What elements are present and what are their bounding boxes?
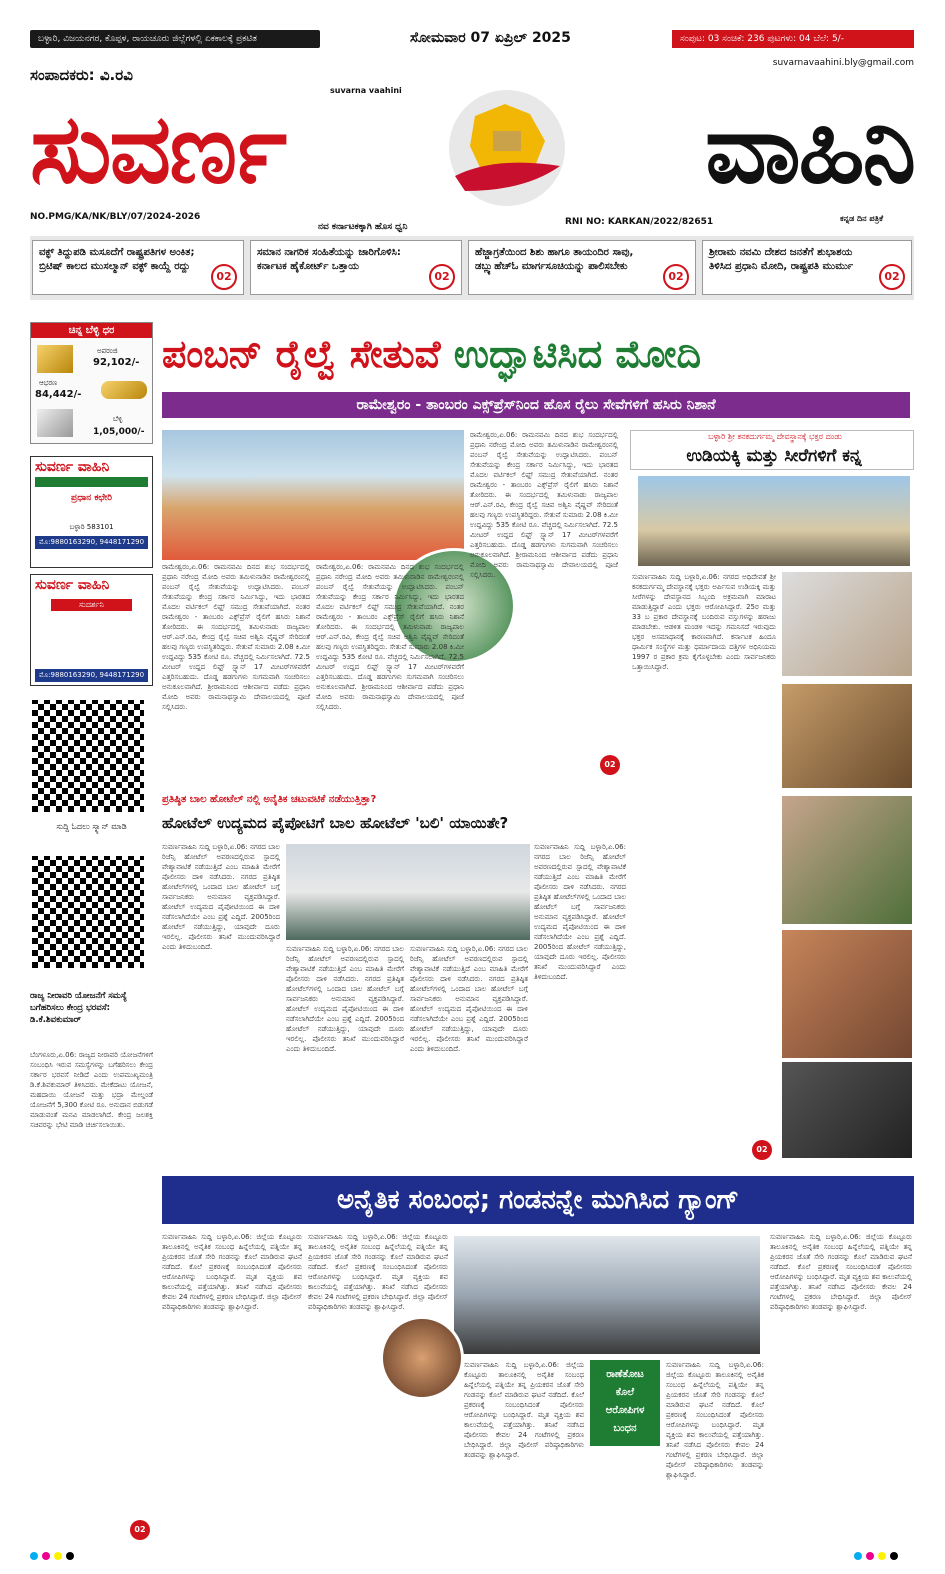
masthead-title-right: ವಾಹಿನಿ [705, 92, 914, 205]
editor-line: ಸಂಪಾದಕರು: ವಿ.ರವಿ [30, 66, 133, 84]
magenta-dot-icon [866, 1552, 874, 1560]
lead-headline-part-b: ಉದ್ಘಾಟಿಸಿದ ಮೋದಿ [453, 332, 701, 376]
gold-value-2: 84,442/- [35, 389, 82, 400]
lead-body-col2: ರಾಮೇಶ್ವರಂ,ಏ.06: ರಾಮನವಮಿ ದಿನದ ಶುಭ ಸಂದರ್ಭದಲ್ಲಿ ಪ್ರಧಾನಿ ನರೇಂದ್ರ ಮೋದಿ ಅವರು ತಮಿಳುನಾಡಿನ ರಾಮೇಶ್ವರಂನಲ್ಲಿ ಪಂಬನ್ ರೈಲ್ವೆ ಸೇತುವೆಯನ್ನು ಉದ್ಘಾಟಿಸಿದರು. ಪಂಬನ್ ಸೇತುವೆಯನ್ನು ಕೇಂದ್ರ ಸರ್ಕಾರ ನಿರ್ಮಿಸಿದ್ದು, ಇದು ಭಾರತದ ಮೊದಲ ವರ್ಟಿಕಲ್ ಲಿಫ್ಟ್ ಸಮುದ್ರ ಸೇತುವೆಯಾಗಿದೆ. ನಂತರ ರಾಮೇಶ್ವರಂ - ತಾಂಬರಂ ಎಕ್ಸ್‌ಪ್ರೆಸ್ ರೈಲಿಗೆ ಹಸಿರು ನಿಶಾನೆ ತೋರಿದರು. ಈ ಸಂದರ್ಭದಲ್ಲಿ ತಮಿಳುನಾಡು ರಾಜ್ಯಪಾಲ ಆರ್.ಎನ್.ರವಿ, ಕೇಂದ್ರ ರೈಲ್ವೆ ಸಚಿವ ಅಶ್ವಿನಿ ವೈಷ್ಣವ್ ಸೇರಿದಂತೆ ಹಲವು ಗಣ್ಯರು ಉಪಸ್ಥಿತರಿದ್ದರು. ಸೇತುವೆ ಸುಮಾರು 2.08 ಕಿ.ಮೀ ಉದ್ದವಿದ್ದು 535 ಕೋಟಿ ರೂ. ವೆಚ್ಚದಲ್ಲಿ ನಿರ್ಮಿಸಲಾಗಿದೆ. 72.5 ಮೀಟರ್ ಉದ್ದದ ಲಿಫ್ಟ್ ಸ್ಪ್ಯಾನ್ 17 ಮೀಟರ್‌ಗಳವರೆಗೆ ಎತ್ತರಿಸಬಹುದು. ದೊಡ್ಡ ಹಡಗುಗಳು ಸುಗಮವಾಗಿ ಸಂಚರಿಸಲು ಅನುಕೂಲವಾಗಿದೆ. ಶ್ರೀರಾಮನಿಂದ ಆಶೀರ್ವಾದ ಪಡೆದು ಪ್ರಧಾನಿ ಮೋದಿ ಅವರು ರಾಮನಾಥಸ್ವಾಮಿ ದೇವಾಲಯದಲ್ಲಿ ಪೂಜೆ ಸಲ್ಲಿಸಿದರು. [316, 563, 464, 711]
temple-kicker: ಬಳ್ಳಾರಿ ಶ್ರೀ ಕನಕದುರ್ಗಮ್ಮ ದೇವಸ್ಥಾನಕ್ಕೆ ಭಕ್ತರ ದಂಡು [708, 432, 842, 441]
temple-headline[interactable]: ಉಡಿಯಕ್ಕಿ ಮತ್ತು ಸೀರೆಗಳಿಗೆ ಕನ್ನ [686, 446, 862, 466]
hotel-headline[interactable]: ಹೋಟೆಲ್ ಉದ್ಯಮದ ಪೈಪೋಟಿಗೆ ಬಾಲ ಹೋಟೆಲ್ 'ಬಲಿ' ಯಾಯಿತೇ? [162, 814, 509, 832]
lead-headline[interactable] [162, 323, 914, 385]
teaser-1-page: 02 [211, 264, 237, 290]
masthead-title-left: ಸುವರ್ಣ [30, 92, 285, 205]
qr-code-1-icon[interactable] [32, 700, 144, 812]
teaser-4-text: ಶ್ರೀರಾಮ ನವಮಿ ದೇಶದ ಜನತೆಗೆ ಶುಭಾಶಯ ತಿಳಿಸಿದ ಪ್ರಧಾನಿ ಮೋದಿ, ರಾಷ್ಟ್ರಪತಿ ಮುರ್ಮು [709, 247, 854, 272]
ad-2-body [31, 615, 152, 665]
tagline: ನವ ಕರ್ನಾಟಕಕ್ಕಾಗಿ ಹೊಸ ಧ್ವನಿ [318, 222, 408, 232]
registration-marks-left [30, 1552, 90, 1560]
hotel-kicker: ಪ್ರತಿಷ್ಠಿತ ಬಾಲ ಹೋಟೆಲ್ ನಲ್ಲಿ ಅನೈತಿಕ ಚಟುವಟಿಕೆ ನಡೆಯುತ್ತಿತ್ತಾ? [162, 794, 377, 805]
ad-1-brand: ಸುವರ್ಣ ವಾಹಿನಿ [35, 459, 110, 475]
black-dot-icon [66, 1552, 74, 1560]
hotel-body-col1: ಸುವರ್ಣವಾಹಿನಿ ಸುದ್ದಿ ಬಳ್ಳಾರಿ,ಏ.06: ನಗರದ ಬಾಲ ರಿಜೆನ್ಸಿ ಹೋಟೆಲ್ ಅವರಣದಲ್ಲಿರುವ ಸ್ಪಾದಲ್ಲಿ ವೇಶ್ಯಾವಾಟಿಕೆ ನಡೆಯುತ್ತಿದೆ ಎಂಬ ಮಾಹಿತಿ ಮೇರೆಗೆ ಪೊಲೀಸರು ದಾಳಿ ನಡೆಸಿದರು. ನಗರದ ಪ್ರತಿಷ್ಠಿತ ಹೋಟೆಲ್‌ಗಳಲ್ಲಿ ಒಂದಾದ ಬಾಲ ಹೋಟೆಲ್ ಬಗ್ಗೆ ಸಾರ್ವಜನಿಕರು ಅನುಮಾನ ವ್ಯಕ್ತಪಡಿಸಿದ್ದಾರೆ. ಹೋಟೆಲ್ ಉದ್ಯಮದ ಪೈಪೋಟಿಯಿಂದ ಈ ದಾಳಿ ನಡೆಸಲಾಗಿದೆಯೇ ಎಂಬ ಪ್ರಶ್ನೆ ಎದ್ದಿದೆ. 2005ರಿಂದ ಹೋಟೆಲ್ ನಡೆಯುತ್ತಿದ್ದು, ಯಾವುದೇ ದೂರು ಇರಲಿಲ್ಲ. ಪೊಲೀಸರು ತನಿಖೆ ಮುಂದುವರಿಸಿದ್ದಾರೆ ಎಂದು ತಿಳಿದುಬಂದಿದೆ. [162, 843, 280, 951]
gold-label-3: ಬೆಳ್ಳಿ [113, 415, 123, 423]
gold-title: ಚಿನ್ನ ಬೆಳ್ಳಿ ಧರ [31, 323, 152, 338]
teaser-4-page: 02 [879, 264, 905, 290]
hotel-body-col2: ಸುವರ್ಣವಾಹಿನಿ ಸುದ್ದಿ ಬಳ್ಳಾರಿ,ಏ.06: ನಗರದ ಬಾಲ ರಿಜೆನ್ಸಿ ಹೋಟೆಲ್ ಅವರಣದಲ್ಲಿರುವ ಸ್ಪಾದಲ್ಲಿ ವೇಶ್ಯಾವಾಟಿಕೆ ನಡೆಯುತ್ತಿದೆ ಎಂಬ ಮಾಹಿತಿ ಮೇರೆಗೆ ಪೊಲೀಸರು ದಾಳಿ ನಡೆಸಿದರು. ನಗರದ ಪ್ರತಿಷ್ಠಿತ ಹೋಟೆಲ್‌ಗಳಲ್ಲಿ ಒಂದಾದ ಬಾಲ ಹೋಟೆಲ್ ಬಗ್ಗೆ ಸಾರ್ವಜನಿಕರು ಅನುಮಾನ ವ್ಯಕ್ತಪಡಿಸಿದ್ದಾರೆ. ಹೋಟೆಲ್ ಉದ್ಯಮದ ಪೈಪೋಟಿಯಿಂದ ಈ ದಾಳಿ ನಡೆಸಲಾಗಿದೆಯೇ ಎಂಬ ಪ್ರಶ್ನೆ ಎದ್ದಿದೆ. 2005ರಿಂದ ಹೋಟೆಲ್ ನಡೆಯುತ್ತಿದ್ದು, ಯಾವುದೇ ದೂರು ಇರಲಿಲ್ಲ. ಪೊಲೀಸರು ತನಿಖೆ ಮುಂದುವರಿಸಿದ್ದಾರೆ ಎಂದು ತಿಳಿದುಬಂದಿದೆ. [286, 945, 404, 1053]
magenta-dot-icon [42, 1552, 50, 1560]
water-headline[interactable]: ರಾಜ್ಯ ನೀರಾವರಿ ಯೋಜನೆಗೆ ಸಮಸ್ಯೆ ಬಗೆಹರಿಸಲು ಕೇಂದ್ರ ಭರವಸೆ: ಡಿ.ಕೆ.ಶಿವಕುಮಾರ್ [30, 991, 127, 1025]
issue-date: ಸೋಮವಾರ 07 ಏಪ್ರಿಲ್ 2025 [410, 30, 571, 46]
crime-headline[interactable]: ಅನೈತಿಕ ಸಂಬಂಧ; ಗಂಡನನ್ನೇ ಮುಗಿಸಿದ ಗ್ಯಾಂಗ್ [162, 1176, 914, 1224]
gold-label-1: ಅಪರಂಜಿ [97, 347, 118, 355]
ad-1-divider [35, 477, 148, 487]
lead-body-col3: ರಾಮೇಶ್ವರಂ,ಏ.06: ರಾಮನವಮಿ ದಿನದ ಶುಭ ಸಂದರ್ಭದಲ್ಲಿ ಪ್ರಧಾನಿ ನರೇಂದ್ರ ಮೋದಿ ಅವರು ತಮಿಳುನಾಡಿನ ರಾಮೇಶ್ವರಂನಲ್ಲಿ ಪಂಬನ್ ರೈಲ್ವೆ ಸೇತುವೆಯನ್ನು ಉದ್ಘಾಟಿಸಿದರು. ಪಂಬನ್ ಸೇತುವೆಯನ್ನು ಕೇಂದ್ರ ಸರ್ಕಾರ ನಿರ್ಮಿಸಿದ್ದು, ಇದು ಭಾರತದ ಮೊದಲ ವರ್ಟಿಕಲ್ ಲಿಫ್ಟ್ ಸಮುದ್ರ ಸೇತುವೆಯಾಗಿದೆ. ನಂತರ ರಾಮೇಶ್ವರಂ - ತಾಂಬರಂ ಎಕ್ಸ್‌ಪ್ರೆಸ್ ರೈಲಿಗೆ ಹಸಿರು ನಿಶಾನೆ ತೋರಿದರು. ಈ ಸಂದರ್ಭದಲ್ಲಿ ತಮಿಳುನಾಡು ರಾಜ್ಯಪಾಲ ಆರ್.ಎನ್.ರವಿ, ಕೇಂದ್ರ ರೈಲ್ವೆ ಸಚಿವ ಅಶ್ವಿನಿ ವೈಷ್ಣವ್ ಸೇರಿದಂತೆ ಹಲವು ಗಣ್ಯರು ಉಪಸ್ಥಿತರಿದ್ದರು. ಸೇತುವೆ ಸುಮಾರು 2.08 ಕಿ.ಮೀ ಉದ್ದವಿದ್ದು 535 ಕೋಟಿ ರೂ. ವೆಚ್ಚದಲ್ಲಿ ನಿರ್ಮಿಸಲಾಗಿದೆ. 72.5 ಮೀಟರ್ ಉದ್ದದ ಲಿಫ್ಟ್ ಸ್ಪ್ಯಾನ್ 17 ಮೀಟರ್‌ಗಳವರೆಗೆ ಎತ್ತರಿಸಬಹುದು. ದೊಡ್ಡ ಹಡಗುಗಳು ಸುಗಮವಾಗಿ ಸಂಚರಿಸಲು ಅನುಕೂಲವಾಗಿದೆ. ಶ್ರೀರಾಮನಿಂದ ಆಶೀರ್ವಾದ ಪಡೆದು ಪ್ರಧಾನಿ ಮೋದಿ ಅವರು ರಾಮನಾಥಸ್ವಾಮಿ ದೇವಾಲಯದಲ್ಲಿ ಪೂಜೆ ಸಲ್ಲಿಸಿದರು. [470, 431, 618, 579]
ad-1-phone: ಮೊ:9880163290, 9448171290 [35, 536, 148, 549]
gold-bar-icon [37, 345, 73, 373]
teaser-3-text: ಹೆಜ್ಜಾಗ್ರತೆಯಿಂದ ಶಿಶು ಹಾಗೂ ತಾಯಂದಿರ ಸಾವು, ಡಬ್ಲ್ಯುಹೆಚ್ಓ ಮಾರ್ಗಸೂಚಿಯನ್ನು ಪಾಲಿಸಬೇಕು [475, 247, 634, 272]
qr-code-2-icon[interactable] [32, 856, 144, 968]
cyan-dot-icon [30, 1552, 38, 1560]
crime-body-col3: ಸುವರ್ಣವಾಹಿನಿ ಸುದ್ದಿ ಬಳ್ಳಾರಿ,ಏ.06: ಜಿಲ್ಲೆಯ ಕೊಟ್ಟೂರು ತಾಲೂಕಿನಲ್ಲಿ ಅನೈತಿಕ ಸಂಬಂಧ ಹಿನ್ನೆಲೆಯಲ್ಲಿ ಪತ್ನಿಯೇ ತನ್ನ ಪ್ರಿಯಕರನ ಜೊತೆ ಸೇರಿ ಗಂಡನನ್ನು ಕೊಲೆ ಮಾಡಿರುವ ಘಟನೆ ನಡೆದಿದೆ. ಕೊಲೆ ಪ್ರಕರಣಕ್ಕೆ ಸಂಬಂಧಿಸಿದಂತೆ ಪೊಲೀಸರು ಆರೋಪಿಗಳನ್ನು ಬಂಧಿಸಿದ್ದಾರೆ. ಮೃತ ವ್ಯಕ್ತಿಯ ಶವ ಕಾಲುವೆಯಲ್ಲಿ ಪತ್ತೆಯಾಗಿತ್ತು. ತನಿಖೆ ನಡೆಸಿದ ಪೊಲೀಸರು ಕೇವಲ 24 ಗಂಟೆಗಳಲ್ಲಿ ಪ್ರಕರಣ ಬೇಧಿಸಿದ್ದಾರೆ. ಜಿಲ್ಲಾ ಪೊಲೀಸ್ ವರಿಷ್ಠಾಧಿಕಾರಿಗಳು ತಂಡವನ್ನು ಶ್ಲಾಘಿಸಿದ್ದಾರೆ. [464, 1361, 584, 1459]
masthead [30, 86, 914, 211]
ad-1-line2: ಬಳ್ಳಾರಿ 583101 [69, 523, 114, 531]
lead-headline-part-a: ಪಂಬನ್ ರೈಲ್ವೆ ಸೇತುವೆ [162, 332, 441, 376]
cyan-dot-icon [854, 1552, 862, 1560]
temple-body: ಸುವರ್ಣವಾಹಿನಿ ಸುದ್ದಿ ಬಳ್ಳಾರಿ,ಏ.06: ನಗರದ ಅಧಿದೇವತೆ ಶ್ರೀ ಕನಕದುರ್ಗಮ್ಮ ದೇವಸ್ಥಾನಕ್ಕೆ ಭಕ್ತರು ಅರ್ಪಿಸುವ ಉಡಿಯಕ್ಕಿ ಮತ್ತು ಸೀರೆಗಳನ್ನು ದೇವಸ್ಥಾನದ ಸಿಬ್ಬಂದಿ ಅಕ್ರಮವಾಗಿ ಮಾರಾಟ ಮಾಡುತ್ತಿದ್ದಾರೆ ಎಂದು ಭಕ್ತರು ಆರೋಪಿಸಿದ್ದಾರೆ. 25ರ ಮತ್ತು 33 ಬ ಪ್ರಕಾರ ದೇವಸ್ಥಾನಕ್ಕೆ ಬಂದಿರುವ ವಸ್ತುಗಳನ್ನು ಹರಾಜು ಮಾಡಬೇಕು. ಆಡಳಿತ ಮಂಡಳಿ ಇದನ್ನು ಗಮನಿಸದೆ ಇರುವುದು ಭಕ್ತರ ಅಸಮಾಧಾನಕ್ಕೆ ಕಾರಣವಾಗಿದೆ. ಕರ್ನಾಟಕ ಹಿಂದೂ ಧಾರ್ಮಿಕ ಸಂಸ್ಥೆಗಳ ಮತ್ತು ಧರ್ಮಾದಾಯ ದತ್ತಿಗಳ ಅಧಿನಿಯಮ 1997 ರ ಪ್ರಕಾರ ಕ್ರಮ ಕೈಗೊಳ್ಳಬೇಕು ಎಂದು ಸಾರ್ವಜನಿಕರು ಒತ್ತಾಯಿಸಿದ್ದಾರೆ. [632, 573, 776, 671]
teaser-2[interactable] [250, 240, 462, 295]
teaser-3[interactable] [468, 240, 696, 295]
black-dot-icon [890, 1552, 898, 1560]
ad-2-phone: ಮೊ:9880163290, 9448171290 [35, 669, 148, 682]
ad-1-line1: ಪ್ರಧಾನ ಕಛೇರಿ [71, 493, 112, 503]
crime-caption-2: ಕೊಲೆ [615, 1387, 635, 1398]
region-text: ಬಳ್ಳಾರಿ, ವಿಜಯನಗರ, ಕೊಪ್ಪಳ, ರಾಯಚೂರು ಜಿಲ್ಲೆಗಳಲ್ಲಿ ಏಕಕಾಲಕ್ಕೆ ಪ್ರಕಟಿತ [38, 34, 257, 44]
ad-box-2[interactable] [30, 574, 153, 686]
temple-photo-bags [782, 572, 912, 676]
crime-caption-box [590, 1360, 660, 1446]
hotel-photo [286, 844, 530, 940]
karnataka-emblem-icon [435, 86, 580, 211]
yellow-dot-icon [54, 1552, 62, 1560]
gold-ornament-icon [101, 381, 147, 399]
hotel-body-col3: ಸುವರ್ಣವಾಹಿನಿ ಸುದ್ದಿ ಬಳ್ಳಾರಿ,ಏ.06: ನಗರದ ಬಾಲ ರಿಜೆನ್ಸಿ ಹೋಟೆಲ್ ಅವರಣದಲ್ಲಿರುವ ಸ್ಪಾದಲ್ಲಿ ವೇಶ್ಯಾವಾಟಿಕೆ ನಡೆಯುತ್ತಿದೆ ಎಂಬ ಮಾಹಿತಿ ಮೇರೆಗೆ ಪೊಲೀಸರು ದಾಳಿ ನಡೆಸಿದರು. ನಗರದ ಪ್ರತಿಷ್ಠಿತ ಹೋಟೆಲ್‌ಗಳಲ್ಲಿ ಒಂದಾದ ಬಾಲ ಹೋಟೆಲ್ ಬಗ್ಗೆ ಸಾರ್ವಜನಿಕರು ಅನುಮಾನ ವ್ಯಕ್ತಪಡಿಸಿದ್ದಾರೆ. ಹೋಟೆಲ್ ಉದ್ಯಮದ ಪೈಪೋಟಿಯಿಂದ ಈ ದಾಳಿ ನಡೆಸಲಾಗಿದೆಯೇ ಎಂಬ ಪ್ರಶ್ನೆ ಎದ್ದಿದೆ. 2005ರಿಂದ ಹೋಟೆಲ್ ನಡೆಯುತ್ತಿದ್ದು, ಯಾವುದೇ ದೂರು ಇರಲಿಲ್ಲ. ಪೊಲೀಸರು ತನಿಖೆ ಮುಂದುವರಿಸಿದ್ದಾರೆ ಎಂದು ತಿಳಿದುಬಂದಿದೆ. [410, 945, 528, 1053]
ad-box-1[interactable] [30, 456, 153, 568]
gold-price-box [30, 322, 153, 444]
crime-body-col5: ಸುವರ್ಣವಾಹಿನಿ ಸುದ್ದಿ ಬಳ್ಳಾರಿ,ಏ.06: ಜಿಲ್ಲೆಯ ಕೊಟ್ಟೂರು ತಾಲೂಕಿನಲ್ಲಿ ಅನೈತಿಕ ಸಂಬಂಧ ಹಿನ್ನೆಲೆಯಲ್ಲಿ ಪತ್ನಿಯೇ ತನ್ನ ಪ್ರಿಯಕರನ ಜೊತೆ ಸೇರಿ ಗಂಡನನ್ನು ಕೊಲೆ ಮಾಡಿರುವ ಘಟನೆ ನಡೆದಿದೆ. ಕೊಲೆ ಪ್ರಕರಣಕ್ಕೆ ಸಂಬಂಧಿಸಿದಂತೆ ಪೊಲೀಸರು ಆರೋಪಿಗಳನ್ನು ಬಂಧಿಸಿದ್ದಾರೆ. ಮೃತ ವ್ಯಕ್ತಿಯ ಶವ ಕಾಲುವೆಯಲ್ಲಿ ಪತ್ತೆಯಾಗಿತ್ತು. ತನಿಖೆ ನಡೆಸಿದ ಪೊಲೀಸರು ಕೇವಲ 24 ಗಂಟೆಗಳಲ್ಲಿ ಪ್ರಕರಣ ಬೇಧಿಸಿದ್ದಾರೆ. ಜಿಲ್ಲಾ ಪೊಲೀಸ್ ವರಿಷ್ಠಾಧಿಕಾರಿಗಳು ತಂಡವನ್ನು ಶ್ಲಾಘಿಸಿದ್ದಾರೆ. [770, 1233, 912, 1311]
teaser-2-text: ಸಮಾನ ನಾಗರಿಕ ಸಂಹಿತೆಯನ್ನು ಜಾರಿಗೊಳಿಸಿ: ಕರ್ನಾಟಕ ಹೈಕೋರ್ಟ್ ಒತ್ತಾಯ [257, 247, 401, 272]
crime-caption-1: ರಾಣೆತೋಟ [606, 1369, 644, 1380]
teaser-2-page: 02 [429, 264, 455, 290]
water-body: ಬೆಂಗಳೂರು,ಏ.06: ರಾಜ್ಯದ ನೀರಾವರಿ ಯೋಜನೆಗಳಿಗೆ ಸಂಬಂಧಿಸಿ ಇರುವ ಸಮಸ್ಯೆಗಳನ್ನು ಬಗೆಹರಿಸಲು ಕೇಂದ್ರ ಸರ್ಕಾರ ಭರವಸೆ ನೀಡಿದೆ ಎಂದು ಉಪಮುಖ್ಯಮಂತ್ರಿ ಡಿ.ಕೆ.ಶಿವಕುಮಾರ್ ತಿಳಿಸಿದರು. ಮೇಕೆದಾಟು ಯೋಜನೆ, ಮಹದಾಯಿ ಯೋಜನೆ ಮತ್ತು ಭದ್ರಾ ಮೇಲ್ದಂಡೆ ಯೋಜನೆಗೆ 5,300 ಕೋಟಿ ರೂ. ಅನುದಾನ ಬಿಡುಗಡೆ ಮಾಡುವಂತೆ ಮನವಿ ಮಾಡಲಾಗಿದೆ. ಕೇಂದ್ರ ಜಲಶಕ್ತಿ ಸಚಿವರನ್ನು ಭೇಟಿ ಮಾಡಿ ಚರ್ಚಿಸಲಾಯಿತು. [30, 1051, 153, 1129]
ad-2-line1: ಸುದರ್ಶನಿ [51, 599, 132, 611]
postal-reg-number: NO.PMG/KA/NK/BLY/07/2024-2026 [30, 212, 201, 222]
crime-body-col4: ಸುವರ್ಣವಾಹಿನಿ ಸುದ್ದಿ ಬಳ್ಳಾರಿ,ಏ.06: ಜಿಲ್ಲೆಯ ಕೊಟ್ಟೂರು ತಾಲೂಕಿನಲ್ಲಿ ಅನೈತಿಕ ಸಂಬಂಧ ಹಿನ್ನೆಲೆಯಲ್ಲಿ ಪತ್ನಿಯೇ ತನ್ನ ಪ್ರಿಯಕರನ ಜೊತೆ ಸೇರಿ ಗಂಡನನ್ನು ಕೊಲೆ ಮಾಡಿರುವ ಘಟನೆ ನಡೆದಿದೆ. ಕೊಲೆ ಪ್ರಕರಣಕ್ಕೆ ಸಂಬಂಧಿಸಿದಂತೆ ಪೊಲೀಸರು ಆರೋಪಿಗಳನ್ನು ಬಂಧಿಸಿದ್ದಾರೆ. ಮೃತ ವ್ಯಕ್ತಿಯ ಶವ ಕಾಲುವೆಯಲ್ಲಿ ಪತ್ತೆಯಾಗಿತ್ತು. ತನಿಖೆ ನಡೆಸಿದ ಪೊಲೀಸರು ಕೇವಲ 24 ಗಂಟೆಗಳಲ್ಲಿ ಪ್ರಕರಣ ಬೇಧಿಸಿದ್ದಾರೆ. ಜಿಲ್ಲಾ ಪೊಲೀಸ್ ವರಿಷ್ಠಾಧಿಕಾರಿಗಳು ತಂಡವನ್ನು ಶ್ಲಾಘಿಸಿದ್ದಾರೆ. [666, 1361, 764, 1479]
temple-photo-crowd [782, 796, 912, 924]
hotel-body-col4: ಸುವರ್ಣವಾಹಿನಿ ಸುದ್ದಿ ಬಳ್ಳಾರಿ,ಏ.06: ನಗರದ ಬಾಲ ರಿಜೆನ್ಸಿ ಹೋಟೆಲ್ ಅವರಣದಲ್ಲಿರುವ ಸ್ಪಾದಲ್ಲಿ ವೇಶ್ಯಾವಾಟಿಕೆ ನಡೆಯುತ್ತಿದೆ ಎಂಬ ಮಾಹಿತಿ ಮೇರೆಗೆ ಪೊಲೀಸರು ದಾಳಿ ನಡೆಸಿದರು. ನಗರದ ಪ್ರತಿಷ್ಠಿತ ಹೋಟೆಲ್‌ಗಳಲ್ಲಿ ಒಂದಾದ ಬಾಲ ಹೋಟೆಲ್ ಬಗ್ಗೆ ಸಾರ್ವಜನಿಕರು ಅನುಮಾನ ವ್ಯಕ್ತಪಡಿಸಿದ್ದಾರೆ. ಹೋಟೆಲ್ ಉದ್ಯಮದ ಪೈಪೋಟಿಯಿಂದ ಈ ದಾಳಿ ನಡೆಸಲಾಗಿದೆಯೇ ಎಂಬ ಪ್ರಶ್ನೆ ಎದ್ದಿದೆ. 2005ರಿಂದ ಹೋಟೆಲ್ ನಡೆಯುತ್ತಿದ್ದು, ಯಾವುದೇ ದೂರು ಇರಲಿಲ್ಲ. ಪೊಲೀಸರು ತನಿಖೆ ಮುಂದುವರಿಸಿದ್ದಾರೆ ಎಂದು ತಿಳಿದುಬಂದಿದೆ. [534, 843, 626, 981]
silver-bar-icon [37, 409, 73, 437]
crime-caption-4: ಬಂಧನ [613, 1423, 637, 1434]
qr-caption: ಸುದ್ದಿ ಓದಲು ಸ್ಕ್ಯಾನ್ ಮಾಡಿ [56, 822, 127, 831]
crime-caption-3: ಆರೋಪಿಗಳ [605, 1405, 645, 1416]
teaser-4[interactable] [702, 240, 912, 295]
temple-page-badge[interactable]: 02 [752, 1140, 772, 1160]
gold-label-2: ಆಭರಣ [39, 379, 58, 387]
region-strip [30, 30, 320, 48]
issue-info: ಸಂಪುಟ: 03 ಸಂಚಿಕೆ: 236 ಪುಟಗಳು: 04 ಬೆಲೆ: 5/- [672, 30, 914, 48]
temple-photo-door [782, 684, 912, 788]
lead-page-badge[interactable]: 02 [600, 755, 620, 775]
water-page-badge[interactable]: 02 [130, 1520, 150, 1540]
latin-name: suvarna vaahini [330, 86, 402, 95]
yellow-dot-icon [878, 1552, 886, 1560]
temple-photo [638, 476, 910, 566]
contact-email[interactable]: suvarnavaahini.bly@gmail.com [772, 58, 914, 68]
lead-body-col1: ರಾಮೇಶ್ವರಂ,ಏ.06: ರಾಮನವಮಿ ದಿನದ ಶುಭ ಸಂದರ್ಭದಲ್ಲಿ ಪ್ರಧಾನಿ ನರೇಂದ್ರ ಮೋದಿ ಅವರು ತಮಿಳುನಾಡಿನ ರಾಮೇಶ್ವರಂನಲ್ಲಿ ಪಂಬನ್ ರೈಲ್ವೆ ಸೇತುವೆಯನ್ನು ಉದ್ಘಾಟಿಸಿದರು. ಪಂಬನ್ ಸೇತುವೆಯನ್ನು ಕೇಂದ್ರ ಸರ್ಕಾರ ನಿರ್ಮಿಸಿದ್ದು, ಇದು ಭಾರತದ ಮೊದಲ ವರ್ಟಿಕಲ್ ಲಿಫ್ಟ್ ಸಮುದ್ರ ಸೇತುವೆಯಾಗಿದೆ. ನಂತರ ರಾಮೇಶ್ವರಂ - ತಾಂಬರಂ ಎಕ್ಸ್‌ಪ್ರೆಸ್ ರೈಲಿಗೆ ಹಸಿರು ನಿಶಾನೆ ತೋರಿದರು. ಈ ಸಂದರ್ಭದಲ್ಲಿ ತಮಿಳುನಾಡು ರಾಜ್ಯಪಾಲ ಆರ್.ಎನ್.ರವಿ, ಕೇಂದ್ರ ರೈಲ್ವೆ ಸಚಿವ ಅಶ್ವಿನಿ ವೈಷ್ಣವ್ ಸೇರಿದಂತೆ ಹಲವು ಗಣ್ಯರು ಉಪಸ್ಥಿತರಿದ್ದರು. ಸೇತುವೆ ಸುಮಾರು 2.08 ಕಿ.ಮೀ ಉದ್ದವಿದ್ದು 535 ಕೋಟಿ ರೂ. ವೆಚ್ಚದಲ್ಲಿ ನಿರ್ಮಿಸಲಾಗಿದೆ. 72.5 ಮೀಟರ್ ಉದ್ದದ ಲಿಫ್ಟ್ ಸ್ಪ್ಯಾನ್ 17 ಮೀಟರ್‌ಗಳವರೆಗೆ ಎತ್ತರಿಸಬಹುದು. ದೊಡ್ಡ ಹಡಗುಗಳು ಸುಗಮವಾಗಿ ಸಂಚರಿಸಲು ಅನುಕೂಲವಾಗಿದೆ. ಶ್ರೀರಾಮನಿಂದ ಆಶೀರ್ವಾದ ಪಡೆದು ಪ್ರಧಾನಿ ಮೋದಿ ಅವರು ರಾಮನಾಥಸ್ವಾಮಿ ದೇವಾಲಯದಲ್ಲಿ ಪೂಜೆ ಸಲ್ಲಿಸಿದರು. [162, 563, 310, 711]
crime-photo-officer [380, 1316, 464, 1400]
gold-value-3: 1,05,000/- [93, 427, 145, 437]
gold-value-1: 92,102/- [93, 357, 140, 368]
ad-2-brand: ಸುವರ್ಣ ವಾಹಿನಿ [35, 577, 110, 593]
crime-photo-accused [454, 1236, 760, 1354]
teaser-3-page: 02 [663, 264, 689, 290]
teaser-1[interactable] [32, 240, 244, 295]
lead-subhead-band: ರಾಮೇಶ್ವರಂ - ತಾಂಬರಂ ಎಕ್ಸ್‌ಪ್ರೆಸ್‌ನಿಂದ ಹೊಸ ರೈಲು ಸೇವೆಗಳಿಗೆ ಹಸಿರು ನಿಶಾನೆ [162, 392, 910, 418]
temple-photo-vehicle [782, 1062, 912, 1158]
paper-subtitle: ಕನ್ನಡ ದಿನ ಪತ್ರಿಕೆ [840, 214, 884, 223]
temple-photo-devotee [782, 930, 912, 1058]
crime-body-col1: ಸುವರ್ಣವಾಹಿನಿ ಸುದ್ದಿ ಬಳ್ಳಾರಿ,ಏ.06: ಜಿಲ್ಲೆಯ ಕೊಟ್ಟೂರು ತಾಲೂಕಿನಲ್ಲಿ ಅನೈತಿಕ ಸಂಬಂಧ ಹಿನ್ನೆಲೆಯಲ್ಲಿ ಪತ್ನಿಯೇ ತನ್ನ ಪ್ರಿಯಕರನ ಜೊತೆ ಸೇರಿ ಗಂಡನನ್ನು ಕೊಲೆ ಮಾಡಿರುವ ಘಟನೆ ನಡೆದಿದೆ. ಕೊಲೆ ಪ್ರಕರಣಕ್ಕೆ ಸಂಬಂಧಿಸಿದಂತೆ ಪೊಲೀಸರು ಆರೋಪಿಗಳನ್ನು ಬಂಧಿಸಿದ್ದಾರೆ. ಮೃತ ವ್ಯಕ್ತಿಯ ಶವ ಕಾಲುವೆಯಲ್ಲಿ ಪತ್ತೆಯಾಗಿತ್ತು. ತನಿಖೆ ನಡೆಸಿದ ಪೊಲೀಸರು ಕೇವಲ 24 ಗಂಟೆಗಳಲ್ಲಿ ಪ್ರಕರಣ ಬೇಧಿಸಿದ್ದಾರೆ. ಜಿಲ್ಲಾ ಪೊಲೀಸ್ ವರಿಷ್ಠಾಧಿಕಾರಿಗಳು ತಂಡವನ್ನು ಶ್ಲಾಘಿಸಿದ್ದಾರೆ. [162, 1233, 302, 1311]
crime-body-col2: ಸುವರ್ಣವಾಹಿನಿ ಸುದ್ದಿ ಬಳ್ಳಾರಿ,ಏ.06: ಜಿಲ್ಲೆಯ ಕೊಟ್ಟೂರು ತಾಲೂಕಿನಲ್ಲಿ ಅನೈತಿಕ ಸಂಬಂಧ ಹಿನ್ನೆಲೆಯಲ್ಲಿ ಪತ್ನಿಯೇ ತನ್ನ ಪ್ರಿಯಕರನ ಜೊತೆ ಸೇರಿ ಗಂಡನನ್ನು ಕೊಲೆ ಮಾಡಿರುವ ಘಟನೆ ನಡೆದಿದೆ. ಕೊಲೆ ಪ್ರಕರಣಕ್ಕೆ ಸಂಬಂಧಿಸಿದಂತೆ ಪೊಲೀಸರು ಆರೋಪಿಗಳನ್ನು ಬಂಧಿಸಿದ್ದಾರೆ. ಮೃತ ವ್ಯಕ್ತಿಯ ಶವ ಕಾಲುವೆಯಲ್ಲಿ ಪತ್ತೆಯಾಗಿತ್ತು. ತನಿಖೆ ನಡೆಸಿದ ಪೊಲೀಸರು ಕೇವಲ 24 ಗಂಟೆಗಳಲ್ಲಿ ಪ್ರಕರಣ ಬೇಧಿಸಿದ್ದಾರೆ. ಜಿಲ್ಲಾ ಪೊಲೀಸ್ ವರಿಷ್ಠಾಧಿಕಾರಿಗಳು ತಂಡವನ್ನು ಶ್ಲಾಘಿಸಿದ್ದಾರೆ. [308, 1233, 448, 1311]
lead-photo-bridge [162, 430, 464, 560]
teaser-1-text: ವಕ್ಫ್ ತಿದ್ದುಪಡಿ ಮಸೂದೆಗೆ ರಾಷ್ಟ್ರಪತಿಗಳ ಅಂಕಿತ; ಬ್ರಿಟಿಷ್ ಕಾಲದ ಮುಸಲ್ಮಾನ್ ವಕ್ಫ್ ಕಾಯ್ದೆ ರದ್ದು [39, 247, 195, 272]
rni-number: RNI NO: KARKAN/2022/82651 [565, 217, 714, 227]
registration-marks-right [854, 1552, 914, 1560]
